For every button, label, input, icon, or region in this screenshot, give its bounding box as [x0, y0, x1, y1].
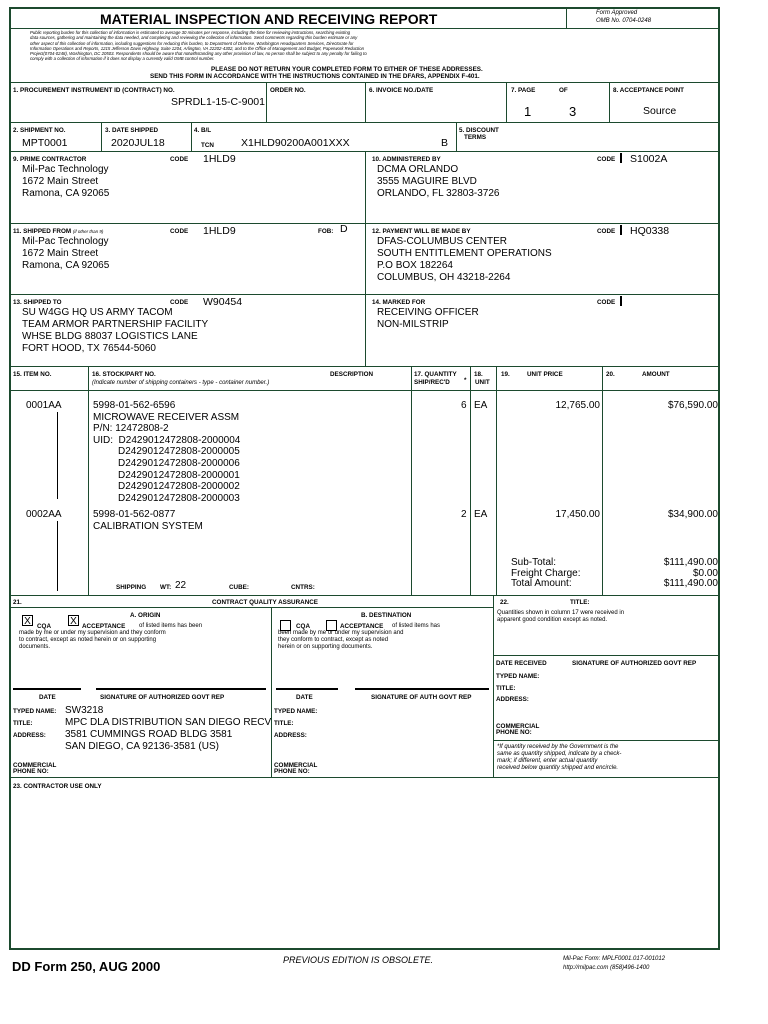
- origin-text-3: to contract, except as noted herein or on supporting: [19, 637, 157, 643]
- omb-number: OMB No. 0704-0248: [596, 18, 652, 24]
- weight-value[interactable]: 22: [175, 580, 187, 591]
- discount-terms-label: TERMS: [464, 134, 487, 141]
- item-1-qty: 6: [461, 400, 467, 411]
- origin-acceptance-checkbox[interactable]: X: [68, 615, 79, 626]
- cube-label: CUBE:: [229, 584, 249, 591]
- origin-text-1: of listed items has been: [139, 623, 203, 629]
- page-number[interactable]: 1: [524, 104, 532, 119]
- origin-title: A. ORIGIN: [130, 612, 161, 619]
- shipped-to-label: 13. SHIPPED TO: [13, 299, 62, 306]
- prime-code[interactable]: 1HLD9: [203, 153, 236, 165]
- administered-by-label: 10. ADMINISTERED BY: [372, 156, 441, 163]
- milpac-contact: http://milpac.com (858)496-1400: [563, 965, 650, 971]
- prime-code-label: CODE: [170, 156, 189, 163]
- shipment-number[interactable]: MPT0001: [22, 137, 68, 149]
- origin-address-1[interactable]: 3581 CUMMINGS ROAD BLDG 3581: [65, 729, 233, 740]
- dest-text-2: been made by me or under my supervision and: [278, 630, 404, 636]
- burden-statement: Public reporting burden for this collection of information is estimated to average 30 minutes per response, including the time for reviewing instructions, searching existing data sources, gathering and maintaining the data needed, and completing and reviewing the collection of information. Send comments regarding this burden estimate or any other aspect of this collection of information, including suggestions for reducing this burden, to Department of Defense, Washington Headquarters Services, Directorate for Information Operations and Reports, 1215 Jefferson Davis Highway, Suite 1204, Arlington, VA 22202-4302, and to the Office of Management and Budget, Paperwork Reduction Project(0704-0248), Washington, DC 20503. Respondents should be aware that notwithstanding any other provision of law, no person shall be subject to any penalty for failing to comply with a collection of information if it does not display a currently valid OMB control number.: [30, 30, 367, 62]
- receiver-note-3: mark; if different, enter actual quantity: [497, 758, 598, 764]
- dest-date-label: DATE: [296, 694, 313, 701]
- receiver-note-2: same as quantity shipped, indicate by a check-: [497, 751, 622, 757]
- weight-label: WT:: [160, 584, 172, 591]
- item-2-description: 5998-01-562-0877 CALIBRATION SYSTEM: [93, 509, 203, 532]
- col-unit-price: UNIT PRICE: [527, 371, 563, 378]
- receiver-title: TITLE:: [570, 599, 590, 606]
- date-shipped-label: 3. DATE SHIPPED: [105, 127, 159, 134]
- fob-label: FOB:: [318, 228, 334, 235]
- shipped-to-code-label: CODE: [170, 299, 189, 306]
- item-1-number: 0001AA: [26, 400, 62, 411]
- origin-phone-label-2: PHONE NO:: [13, 768, 49, 775]
- item-1-description: 5998-01-562-6596 MICROWAVE RECEIVER ASSM P/N: 12472808-2 UID: D2429012472808-2000004 D2429012472808-2000005 D2429012472808-2000006 D2429012472808-2000001 D2429012472808-2000002 D2429012472808-2000003: [93, 400, 241, 504]
- tcn-number[interactable]: X1HLD90200A001XXX: [241, 137, 350, 149]
- bl-label: 4. B/L: [194, 127, 212, 134]
- contract-label: 1. PROCUREMENT INSTRUMENT ID (CONTRACT) NO.: [13, 87, 175, 94]
- item-1-unit: EA: [474, 400, 488, 411]
- of-label: OF: [559, 87, 568, 94]
- dest-signature-label: SIGNATURE OF AUTH GOVT REP: [371, 694, 472, 701]
- origin-cqa-label: CQA: [37, 623, 51, 630]
- page-total[interactable]: 3: [569, 104, 577, 119]
- warning-line-1: PLEASE DO NOT RETURN YOUR COMPLETED FORM TO EITHER OF THESE ADDRESSES.: [211, 66, 483, 73]
- prime-address: Mil-Pac Technology 1672 Main Street Ramona, CA 92065: [22, 164, 110, 199]
- origin-text-4: documents.: [19, 644, 51, 650]
- form-approved: Form Approved: [596, 10, 638, 16]
- receiver-address-label: ADDRESS:: [496, 696, 529, 703]
- receiver-text-2: apparent good condition except as noted.: [497, 617, 608, 623]
- shipped-to-code[interactable]: W90454: [203, 296, 243, 308]
- marked-for-address: RECEIVING OFFICER NON-MILSTRIP: [377, 307, 479, 330]
- shipment-no-label: 2. SHIPMENT NO.: [13, 127, 66, 134]
- origin-address-label: ADDRESS:: [13, 732, 46, 739]
- origin-title-label: TITLE:: [13, 720, 33, 727]
- payment-label: 12. PAYMENT WILL BE MADE BY: [372, 228, 471, 235]
- col-unit: UNIT: [475, 379, 490, 386]
- col-stock-note: (Indicate number of shipping containers - type - container number.): [92, 380, 270, 386]
- form-title: MATERIAL INSPECTION AND RECEIVING REPORT: [100, 11, 438, 27]
- tcn-label: TCN: [201, 142, 214, 149]
- invoice-label: 6. INVOICE NO./DATE: [369, 87, 434, 94]
- item-2-amount: $34,900.00: [667, 509, 718, 520]
- qa-number: 21.: [13, 599, 22, 606]
- item-1-unit-price: 12,765.00: [555, 400, 600, 411]
- shipped-from-label: 11. SHIPPED FROM (if other than 9): [13, 228, 104, 235]
- col-item-no: 15. ITEM NO.: [13, 371, 52, 378]
- item-1-amount: $76,590.00: [667, 400, 718, 411]
- acceptance-point-label: 8. ACCEPTANCE POINT: [613, 87, 685, 94]
- col-stock-part: 16. STOCK/PART NO.: [92, 371, 156, 378]
- origin-address-2[interactable]: SAN DIEGO, CA 92136-3581 (US): [65, 741, 219, 752]
- origin-typed-name[interactable]: SW3218: [65, 705, 104, 716]
- col-unit-num: 18.: [474, 371, 483, 378]
- item-2-unit-price: 17,450.00: [555, 509, 600, 520]
- dest-cqa-label: CQA: [296, 623, 310, 630]
- admin-code-label: CODE: [597, 156, 616, 163]
- dest-address-label: ADDRESS:: [274, 732, 307, 739]
- dest-text-1: of listed items has: [392, 623, 441, 629]
- shipped-to-address: SU W4GG HQ US ARMY TACOM TEAM ARMOR PARTNERSHIP FACILITY WHSE BLDG 88037 LOGISTICS LANE FORT HOOD, TX 76544-5060: [22, 307, 209, 354]
- date-received-label: DATE RECEIVED: [496, 660, 547, 667]
- shipped-from-code[interactable]: 1HLD9: [203, 225, 236, 237]
- admin-address: DCMA ORLANDO 3555 MAGUIRE BLVD ORLANDO, FL 32803-3726: [377, 164, 500, 199]
- containers-label: CNTRS:: [291, 584, 315, 591]
- acceptance-point[interactable]: Source: [643, 105, 677, 117]
- dest-phone-label-1: COMMERCIAL: [274, 762, 318, 769]
- date-shipped[interactable]: 2020JUL18: [111, 137, 165, 149]
- col-quantity: 17. QUANTITY: [414, 371, 457, 378]
- col-unit-price-num: 19.: [501, 371, 510, 378]
- shipping-label: SHIPPING: [116, 584, 147, 591]
- shipped-from-address: Mil-Pac Technology 1672 Main Street Ramona, CA 92065: [22, 236, 110, 271]
- dest-text-3: they conform to contract, except as noted: [278, 637, 389, 643]
- receiver-title-label: TITLE:: [496, 685, 516, 692]
- receiver-note-4: received below quantity shipped and encircle.: [497, 765, 619, 771]
- item-2-number: 0002AA: [26, 509, 62, 520]
- order-no-label: ORDER NO.: [270, 87, 306, 94]
- bl-type[interactable]: B: [441, 137, 449, 149]
- marked-for-code-label: CODE: [597, 299, 616, 306]
- discount-label: 5. DISCOUNT: [459, 127, 499, 134]
- origin-date-label: DATE: [39, 694, 56, 701]
- col-quantity-star: *: [464, 377, 467, 384]
- receiver-typed-name-label: TYPED NAME:: [496, 673, 540, 680]
- payment-code-label: CODE: [597, 228, 616, 235]
- origin-signature-label: SIGNATURE OF AUTHORIZED GOVT REP: [100, 694, 225, 701]
- milpac-form-id: Mil-Pac Form: MPLF0001.017-001012: [563, 956, 666, 962]
- col-description: DESCRIPTION: [330, 371, 374, 378]
- receiver-note-1: *If quantity received by the Government is the: [497, 744, 619, 750]
- contractor-use-label: 23. CONTRACTOR USE ONLY: [13, 783, 102, 790]
- dest-title-label: TITLE:: [274, 720, 294, 727]
- payment-code[interactable]: HQ0338: [630, 225, 670, 237]
- item-2-qty: 2: [461, 509, 467, 520]
- obsolete-notice: PREVIOUS EDITION IS OBSOLETE.: [283, 955, 434, 965]
- origin-cqa-checkbox[interactable]: X: [22, 615, 33, 626]
- totals-labels: Sub-Total: Freight Charge: Total Amount:: [511, 557, 581, 589]
- shipped-from-code-label: CODE: [170, 228, 189, 235]
- totals-values: $111,490.00 $0.00 $111,490.00: [663, 557, 718, 589]
- prime-contractor-label: 9. PRIME CONTRACTOR: [13, 156, 87, 163]
- warning-line-2: SEND THIS FORM IN ACCORDANCE WITH THE INSTRUCTIONS CONTAINED IN THE DFARS, APPENDIX F-401.: [150, 73, 480, 80]
- col-quantity-sub: SHIP/REC'D: [414, 379, 450, 386]
- origin-text-2: made by me or under my supervision and they conform: [19, 630, 166, 636]
- receiver-number: 22.: [500, 599, 509, 606]
- fob-value[interactable]: D: [340, 223, 348, 235]
- origin-typed-name-label: TYPED NAME:: [13, 708, 57, 715]
- col-amount-num: 20.: [606, 371, 615, 378]
- origin-phone-label-1: COMMERCIAL: [13, 762, 57, 769]
- col-amount: AMOUNT: [642, 371, 670, 378]
- dest-typed-name-label: TYPED NAME:: [274, 708, 318, 715]
- marked-for-label: 14. MARKED FOR: [372, 299, 426, 306]
- item-2-unit: EA: [474, 509, 488, 520]
- contract-number[interactable]: SPRDL1-15-C-9001: [171, 96, 265, 108]
- page-label: 7. PAGE: [511, 87, 536, 94]
- receiver-phone-label-2: PHONE NO:: [496, 729, 532, 736]
- dest-phone-label-2: PHONE NO:: [274, 768, 310, 775]
- qa-title: CONTRACT QUALITY ASSURANCE: [212, 599, 318, 606]
- form-name: DD Form 250, AUG 2000: [12, 959, 161, 974]
- receiver-phone-label-1: COMMERCIAL: [496, 723, 540, 730]
- receiver-text-1: Quantities shown in column 17 were received in: [497, 610, 625, 616]
- origin-acceptance-label: ACCEPTANCE: [82, 623, 126, 630]
- dest-text-4: herein or on supporting documents.: [278, 644, 373, 650]
- receiver-signature-label: SIGNATURE OF AUTHORIZED GOVT REP: [572, 660, 697, 667]
- destination-title: B. DESTINATION: [361, 612, 412, 619]
- payment-address: DFAS-COLUMBUS CENTER SOUTH ENTITLEMENT OPERATIONS P.O BOX 182264 COLUMBUS, OH 43218-2264: [377, 236, 552, 283]
- dest-acceptance-label: ACCEPTANCE: [340, 623, 384, 630]
- origin-title-value[interactable]: MPC DLA DISTRIBUTION SAN DIEGO RECV: [65, 717, 272, 728]
- admin-code[interactable]: S1002A: [630, 153, 668, 165]
